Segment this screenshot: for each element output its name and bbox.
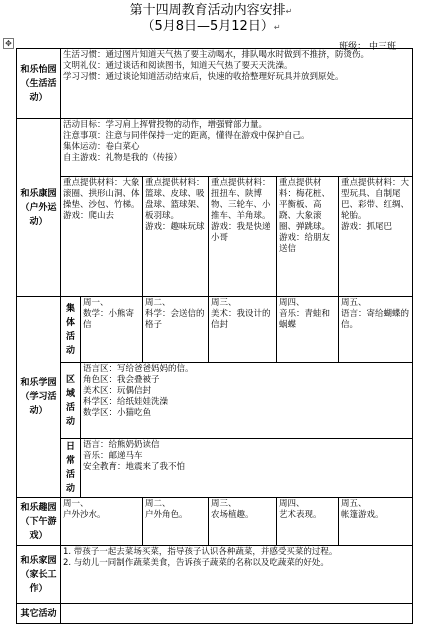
play-activity-text: 周四、 艺术表现。	[279, 499, 322, 520]
row-header-home: 和乐家园（家长工作）	[17, 546, 61, 604]
row-study-group	[17, 297, 413, 363]
play-activity-text: 周三、 农场植趣。	[211, 499, 254, 520]
row-header-outdoor: 和乐康园（户外运动）	[17, 119, 61, 297]
play-thu[interactable]	[277, 498, 339, 546]
group-fri[interactable]	[339, 297, 413, 363]
row-header-other: 其它活动	[17, 604, 61, 624]
row-header-life: 和乐怡园（生活活动）	[17, 49, 61, 119]
daily-content[interactable]	[81, 439, 413, 498]
row-home	[17, 546, 413, 604]
area-line: 语言区：写给爸爸妈妈的信。	[83, 364, 194, 374]
outdoor-materials-text: 重点提供材料：大象滚圈、拱形山洞、体操垫、沙包、竹梯。 游戏：爬山去	[63, 178, 140, 221]
title-line-1: 第十四周教育活动内容安排	[129, 3, 286, 18]
outdoor-line: 集体运动：卷白菜心	[63, 142, 140, 152]
group-tue[interactable]	[143, 297, 209, 363]
row-study-daily	[17, 439, 413, 498]
life-line: 生活习惯：通过图片知道天气热了要主动喝水，排队喝水时做到不推挤，防烫伤。	[63, 50, 370, 60]
outdoor-line: 注意事项：注意与同伴保持一定的距离，懂得在游戏中保护自己。	[63, 131, 310, 141]
outdoor-materials-text: 重点提供材料：大型玩具、自制尾巴、彩带、红绸、轮胎。 游戏：抓尾巴	[341, 178, 410, 232]
sub-header-group: 集体活动	[61, 297, 81, 363]
area-content[interactable]	[81, 363, 413, 439]
row-play	[17, 498, 413, 546]
area-line: 美术区：玩偶信封	[83, 386, 152, 396]
outdoor-materials-thu[interactable]	[277, 177, 339, 297]
schedule-table	[16, 48, 413, 624]
group-activity-text: 周五、 语言：寄给蝴蝶的信。	[341, 298, 410, 330]
play-activity-text: 周五、 帐篷游戏。	[341, 499, 384, 520]
outdoor-goals[interactable]	[61, 119, 413, 177]
area-line: 科学区：给纸娃娃洗澡	[83, 397, 169, 407]
group-mon[interactable]	[81, 297, 143, 363]
outdoor-materials-text: 重点提供材料：扭扭车、陕博物、三轮车、小推车、羊角球。 游戏：我是快递小哥	[211, 178, 271, 243]
group-wed[interactable]	[209, 297, 277, 363]
outdoor-materials-mon[interactable]	[61, 177, 143, 297]
row-study-area	[17, 363, 413, 439]
outdoor-materials-wed[interactable]	[209, 177, 277, 297]
outdoor-line: 自主游戏：礼物是我的（传接）	[63, 153, 183, 163]
play-tue[interactable]	[143, 498, 209, 546]
paragraph-mark-icon: ↵	[273, 23, 281, 32]
table-move-handle-icon[interactable]: ✥	[3, 38, 14, 49]
area-line: 数学区：小猫吃鱼	[83, 408, 152, 418]
daily-line: 音乐：邮递马车	[83, 451, 143, 461]
home-content[interactable]	[61, 546, 413, 604]
outdoor-materials-fri[interactable]	[339, 177, 413, 297]
document-title	[0, 3, 422, 20]
outdoor-materials-text: 重点提供材料：梅花桩、平衡板、高跷、大象滚圈、弹跳球。 游戏：给朋友送信	[279, 178, 331, 254]
group-activity-text: 周一、 数学：小熊寄信	[83, 298, 135, 330]
outdoor-materials-tue[interactable]	[143, 177, 209, 297]
outdoor-materials-text: 重点提供材料：篮球、皮球、吸盘球、篮球架、板羽球。 游戏：趣味玩球	[145, 178, 205, 232]
group-activity-text: 周三、 美术：我设计的信封	[211, 298, 271, 330]
play-activity-text: 周一、 户外沙水。	[63, 499, 106, 520]
row-outdoor-top	[17, 119, 413, 177]
area-line: 角色区：我会叠被子	[83, 375, 160, 385]
daily-line: 安全教育：地震来了我不怕	[83, 462, 186, 472]
group-activity-text: 周二、 科学：会送信的格子	[145, 298, 205, 330]
home-line: 1. 带孩子一起去菜场买菜，指导孩子认识各种蔬菜，并感受买菜的过程。	[63, 547, 338, 557]
daily-line: 语言：给熊奶奶读信	[83, 440, 160, 450]
row-other	[17, 604, 413, 624]
life-line: 学习习惯：通过谈论知道活动结束后，快速的收拾整理好玩具并放到原处。	[63, 72, 344, 82]
life-content[interactable]	[61, 49, 413, 119]
row-life	[17, 49, 413, 119]
group-activity-text: 周四、 音乐：青蛙和蜗蝶	[279, 298, 331, 330]
play-activity-text: 周二、 户外角色。	[145, 499, 188, 520]
outdoor-line: 活动目标：学习肩上挥臂投物的动作，增强臂部力量。	[63, 120, 268, 130]
class-label: 班级： 中三班	[339, 42, 396, 52]
life-line: 文明礼仪：通过谈话和阅读图书，知道天气热了要天天洗澡。	[63, 61, 293, 71]
other-content[interactable]	[61, 604, 413, 624]
row-header-study: 和乐学园（学习活动）	[17, 297, 61, 498]
home-line: 2. 与幼儿一同制作蔬菜美食，告诉孩子蔬菜的名称以及吃蔬菜的好处。	[63, 558, 329, 568]
group-thu[interactable]	[277, 297, 339, 363]
row-header-play: 和乐趣园（下午游戏）	[17, 498, 61, 546]
paragraph-mark-icon: ↵	[285, 7, 293, 16]
sub-header-daily: 日常活动	[61, 439, 81, 498]
play-fri[interactable]	[339, 498, 413, 546]
play-mon[interactable]	[61, 498, 143, 546]
sub-header-area: 区域活动	[61, 363, 81, 439]
row-outdoor-materials	[17, 177, 413, 297]
play-wed[interactable]	[209, 498, 277, 546]
document-subtitle	[0, 19, 422, 36]
title-line-2: （5月8日—5月12日）	[141, 19, 274, 34]
